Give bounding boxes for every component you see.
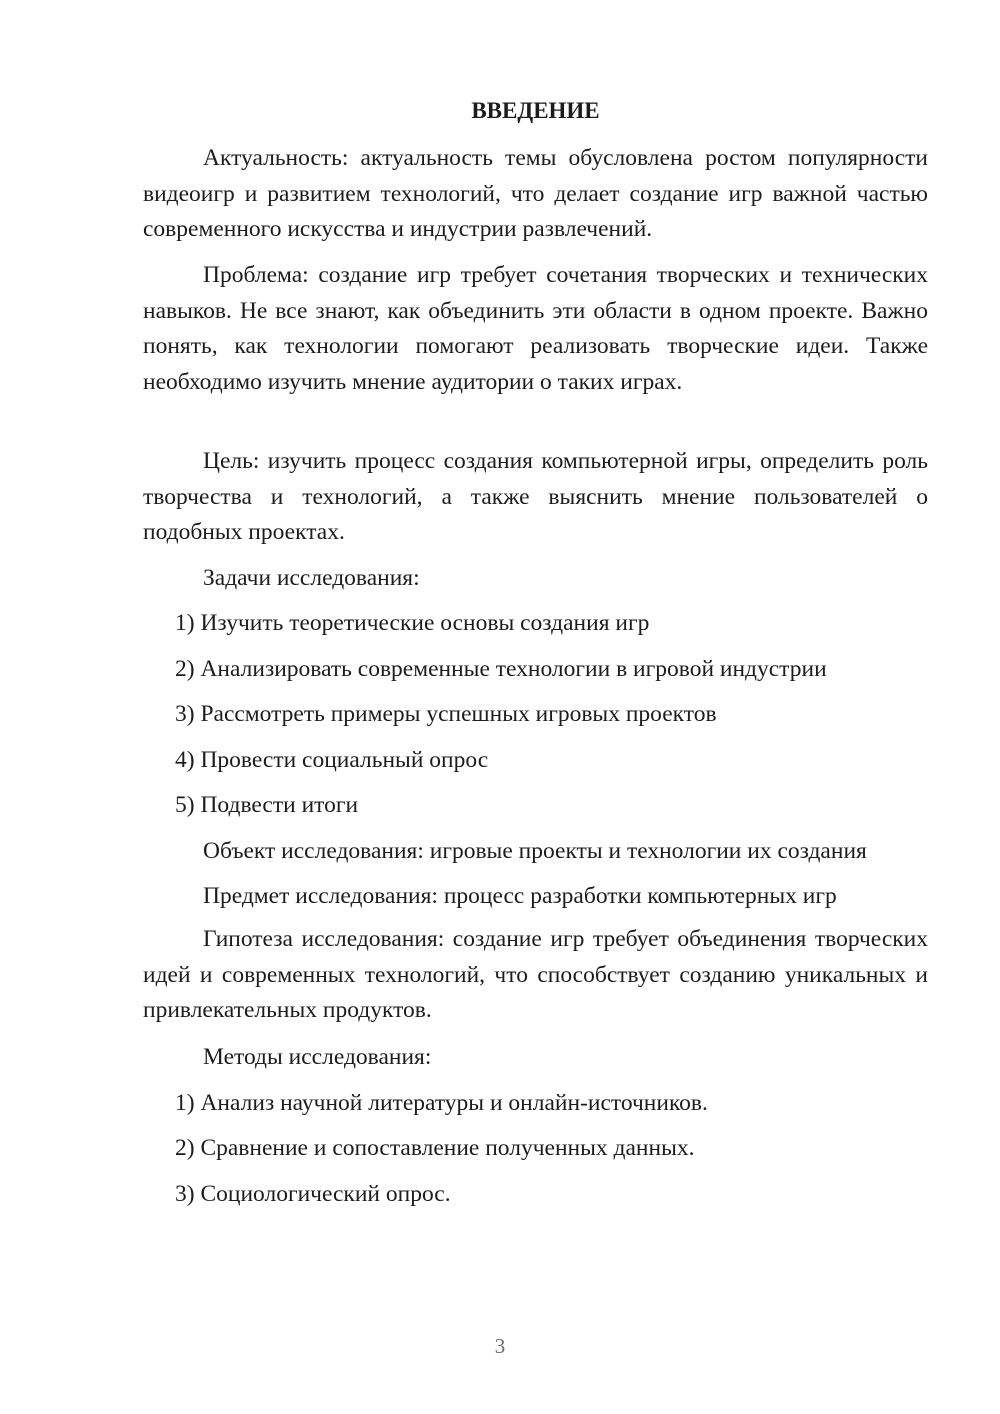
hypothesis-paragraph: Гипотеза исследования: создание игр требует объединения творческих идей и современных технологий, что способствует созданию уникальных и привлекательных продуктов. bbox=[143, 926, 928, 1023]
page-title: ВВЕДЕНИЕ bbox=[471, 98, 600, 123]
goal-paragraph: Цель: изучить процесс создания компьютерной игры, определить роль творчества и технологий, а также выяснить мнение пользователей о подобных проектах. bbox=[143, 448, 928, 545]
task-item: 3) Рассмотреть примеры успешных игровых проектов bbox=[175, 701, 717, 727]
object-line: Объект исследования: игровые проекты и технологии их создания bbox=[203, 838, 867, 864]
method-item: 3) Социологический опрос. bbox=[175, 1181, 451, 1207]
relevance-paragraph: Актуальность: актуальность темы обусловлена ростом популярности видеоигр и развитием технологий, что делает создание игр важной частью современного искусства и индустрии развлечений. bbox=[143, 145, 928, 242]
methods-heading: Методы исследования: bbox=[203, 1044, 432, 1070]
method-item: 1) Анализ научной литературы и онлайн-источников. bbox=[175, 1090, 708, 1116]
task-item: 1) Изучить теоретические основы создания игр bbox=[175, 610, 650, 636]
task-item: 5) Подвести итоги bbox=[175, 792, 359, 818]
subject-line: Предмет исследования: процесс разработки компьютерных игр bbox=[203, 883, 837, 909]
page-number: 3 bbox=[494, 1334, 506, 1358]
tasks-heading: Задачи исследования: bbox=[203, 565, 420, 591]
problem-paragraph: Проблема: создание игр требует сочетания творческих и технических навыков. Не все знают, как объединить эти области в одном проекте. Важно понять, как технологии помогают реализовать творческие идеи. Также необходимо изучить мнение аудитории о таких играх. bbox=[143, 262, 928, 395]
task-item: 4) Провести социальный опрос bbox=[175, 747, 489, 773]
method-item: 2) Сравнение и сопоставление полученных данных. bbox=[175, 1135, 695, 1161]
task-item: 2) Анализировать современные технологии в игровой индустрии bbox=[175, 656, 827, 682]
